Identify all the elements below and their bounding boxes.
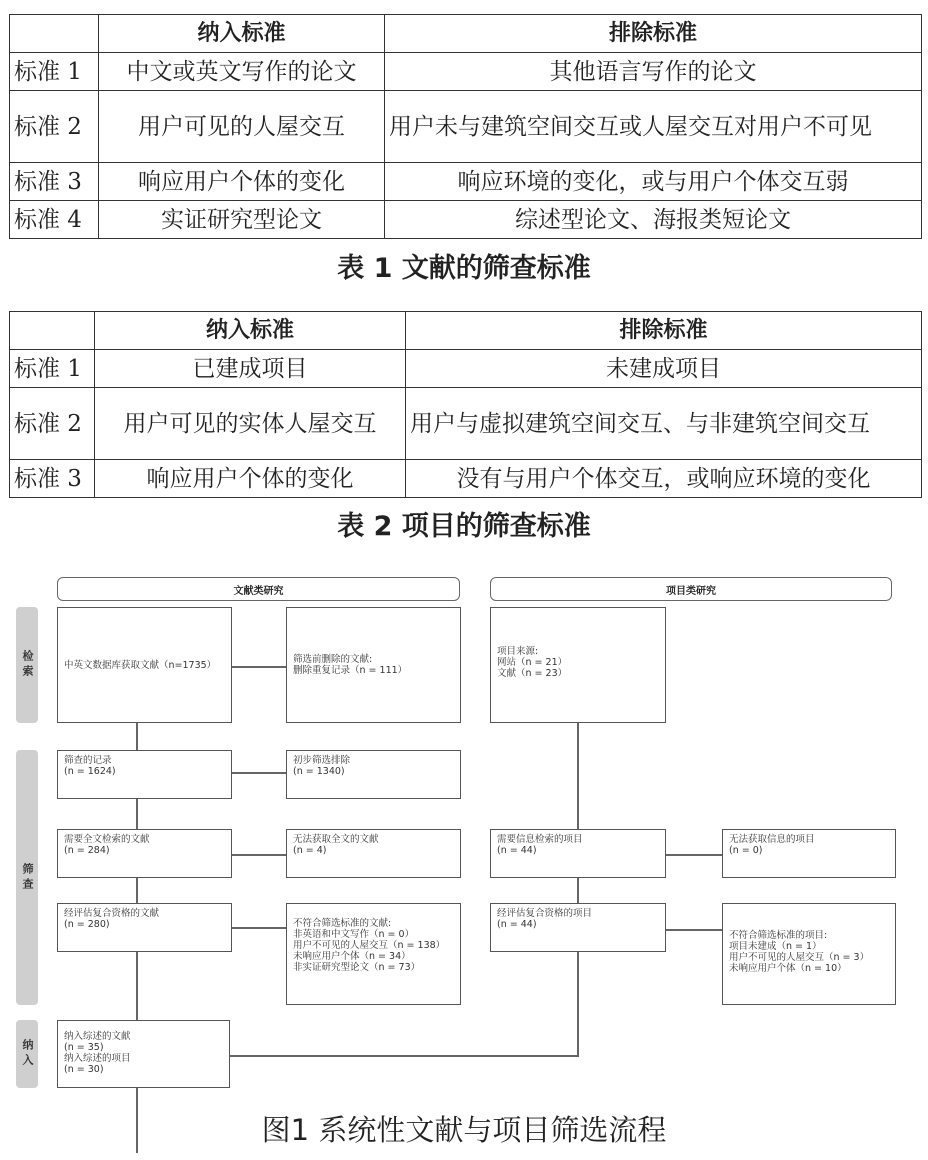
connector-line [666, 929, 722, 931]
lit-assessed-box [57, 903, 232, 952]
box-line: (n = 0) [729, 845, 763, 856]
box-line: (n = 44) [497, 919, 537, 930]
box-line: (n = 1340) [293, 766, 345, 777]
connector-line [666, 854, 722, 856]
stage-include: 纳入 [16, 1020, 38, 1088]
box-line: 经评估复合资格的项目 [497, 908, 593, 919]
include-cell: 响应用户个体的变化 [95, 460, 406, 498]
proj-info-box [490, 829, 666, 878]
box-line: 未响应用户个体（n = 10） [729, 963, 847, 974]
box-line: 纳入综述的文献 [64, 1031, 131, 1042]
row-label: 标准 3 [10, 460, 95, 498]
header-cell: 排除标准 [385, 15, 922, 53]
exclude-cell: 综述型论文、海报类短论文 [385, 201, 922, 239]
box-line: (n = 30) [64, 1064, 104, 1075]
box-text [293, 654, 407, 676]
include-cell: 中文或英文写作的论文 [99, 53, 385, 91]
box-line: 纳入综述的项目 [64, 1053, 131, 1064]
literature-header: 文献类研究 [57, 577, 460, 601]
box-line: 项目未建成（n = 1） [729, 941, 822, 952]
lit-no-fulltext-box [286, 829, 461, 878]
connector-line [230, 1055, 578, 1057]
lit-search-box [57, 607, 232, 723]
table-row [10, 91, 922, 163]
box-line: (n = 284) [64, 845, 110, 856]
table-row [10, 163, 922, 201]
box-line: 无法获取信息的项目 [729, 834, 815, 845]
row-label: 标准 3 [10, 163, 99, 201]
box-line: 筛选前删除的文献: [293, 654, 373, 665]
header-cell: 排除标准 [406, 312, 922, 350]
project-header: 项目类研究 [490, 577, 892, 601]
header-cell [10, 312, 95, 350]
include-cell: 用户可见的实体人屋交互 [95, 388, 406, 460]
include-cell: 响应用户个体的变化 [99, 163, 385, 201]
row-label: 标准 4 [10, 201, 99, 239]
exclude-cell: 其他语言写作的论文 [385, 53, 922, 91]
box-line: 非实证研究型论文（n = 73） [293, 962, 421, 973]
box-line: 筛查的记录 [64, 755, 112, 766]
include-cell: 实证研究型论文 [99, 201, 385, 239]
table-2 [9, 311, 922, 498]
stage-screen: 筛查 [16, 750, 38, 1005]
box-line: 不符合筛选标准的文献: [293, 918, 392, 929]
table-header-row [10, 312, 922, 350]
box-line: 非英语和中文写作（n = 0） [293, 929, 415, 940]
row-label: 标准 2 [10, 91, 99, 163]
lit-removed-box [286, 607, 461, 723]
table-row [10, 350, 922, 388]
box-line: 文献（n = 23） [497, 668, 568, 679]
header-cell: 纳入标准 [99, 15, 385, 53]
lit-excluded-box [286, 750, 461, 799]
box-line: 需要信息检索的项目 [497, 834, 583, 845]
box-line: (n = 1624) [64, 766, 116, 777]
table-header-row [10, 15, 922, 53]
box-line: 经评估复合资格的文献 [64, 908, 160, 919]
box-line: 无法获取全文的文献 [293, 834, 379, 845]
box-line: (n = 4) [293, 845, 327, 856]
connector-line [577, 723, 579, 1057]
exclude-cell: 没有与用户个体交互，或响应环境的变化 [406, 460, 922, 498]
stage-search: 检索 [16, 607, 38, 723]
box-line: 用户不可见的人屋交互（n = 3） [729, 952, 870, 963]
row-label: 标准 2 [10, 388, 95, 460]
table-1-caption: 表 1 文献的筛查标准 [337, 253, 591, 284]
table-1 [9, 14, 922, 239]
included-box [57, 1020, 230, 1088]
box-line: 不符合筛选标准的项目: [729, 930, 828, 941]
table-row [10, 388, 922, 460]
header-cell: 纳入标准 [95, 312, 406, 350]
row-label: 标准 1 [10, 53, 99, 91]
box-line: (n = 44) [497, 845, 537, 856]
connector-line [232, 854, 286, 856]
box-text [64, 660, 216, 671]
proj-not-meet-box [722, 903, 896, 1005]
box-line: 中英文数据库获取文献（n=1735） [64, 659, 217, 671]
connector-line [232, 772, 286, 774]
connector-line [232, 927, 286, 929]
table-row [10, 460, 922, 498]
lit-screened-box [57, 750, 232, 799]
lit-fulltext-box [57, 829, 232, 878]
box-line: (n = 280) [64, 919, 110, 930]
table-row [10, 53, 922, 91]
figure-1-caption: 图1 系统性文献与项目筛选流程 [261, 1113, 667, 1147]
box-line: (n = 35) [64, 1042, 104, 1053]
box-line: 用户不可见的人屋交互（n = 138） [293, 940, 446, 951]
proj-no-info-box [722, 829, 896, 878]
exclude-cell: 用户未与建筑空间交互或人屋交互对用户不可见 [385, 91, 922, 163]
box-line: 网站（n = 21） [497, 657, 568, 668]
box-line: 初步筛选排除 [293, 755, 351, 766]
box-line: 删除重复记录（n = 111） [293, 665, 408, 676]
table-row [10, 201, 922, 239]
box-line: 需要全文检索的文献 [64, 834, 150, 845]
row-label: 标准 1 [10, 350, 95, 388]
header-cell [10, 15, 99, 53]
connector-line [232, 666, 286, 668]
box-line: 未响应用户个体（n = 34） [293, 951, 411, 962]
exclude-cell: 响应环境的变化，或与用户个体交互弱 [385, 163, 922, 201]
exclude-cell: 用户与虚拟建筑空间交互、与非建筑空间交互 [406, 388, 922, 460]
table-2-caption: 表 2 项目的筛查标准 [337, 511, 591, 542]
box-line: 项目来源: [497, 646, 539, 657]
include-cell: 已建成项目 [95, 350, 406, 388]
proj-source-box [490, 607, 666, 723]
lit-not-meet-box [286, 903, 461, 1005]
exclude-cell: 未建成项目 [406, 350, 922, 388]
proj-assessed-box [490, 903, 666, 952]
include-cell: 用户可见的人屋交互 [99, 91, 385, 163]
flowchart [0, 565, 928, 1105]
